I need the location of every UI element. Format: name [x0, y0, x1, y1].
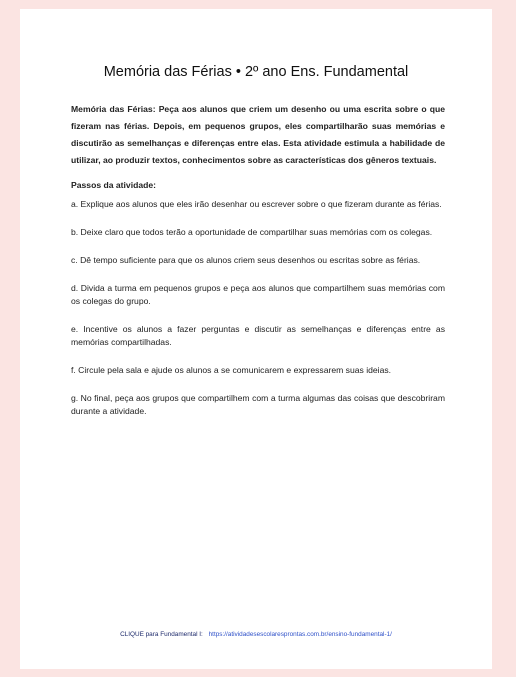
- document-page: [20, 9, 492, 669]
- footer-link[interactable]: https://atividadesescolaresprontas.com.br/ensino-fundamental-1/: [208, 631, 392, 638]
- step-a: a. Explique aos alunos que eles irão desenhar ou escrever sobre o que fizeram durante as férias.: [71, 199, 442, 209]
- steps-heading: Passos da atividade:: [71, 180, 157, 190]
- step-b: b. Deixe claro que todos terão a oportunidade de compartilhar suas memórias com os colegas.: [71, 227, 433, 237]
- step-e: e. Incentive os alunos a fazer perguntas e discutir as semelhanças e diferenças entre as memórias compartilhadas.: [71, 324, 445, 347]
- step-g: g. No final, peça aos grupos que compartilhem com a turma algumas das coisas que descobriram durante a atividade.: [71, 393, 445, 416]
- step-c: c. Dê tempo suficiente para que os alunos criem seus desenhos ou escritas sobre as férias.: [71, 255, 421, 265]
- footer-label: CLIQUE para Fundamental I:: [120, 631, 203, 638]
- step-f: f. Circule pela sala e ajude os alunos a se comunicarem e expressarem suas ideias.: [71, 365, 392, 375]
- document-body: [71, 101, 445, 418]
- footer: [20, 631, 492, 638]
- document-title: Memória das Férias • 2º ano Ens. Fundamental: [103, 64, 409, 80]
- intro-paragraph: Memória das Férias: Peça aos alunos que criem um desenho ou uma escrita sobre o que fizeram nas férias. Depois, em pequenos grupos, eles compartilharão suas memórias e discutirão as semelhanças e diferenças entre elas. Esta atividade estimula a habilidade de utilizar, ao produzir textos, conhecimentos sobre as características dos gêneros textuais.: [71, 104, 445, 165]
- step-d: d. Divida a turma em pequenos grupos e peça aos alunos que compartilhem suas memórias com os colegas do grupo.: [71, 283, 445, 306]
